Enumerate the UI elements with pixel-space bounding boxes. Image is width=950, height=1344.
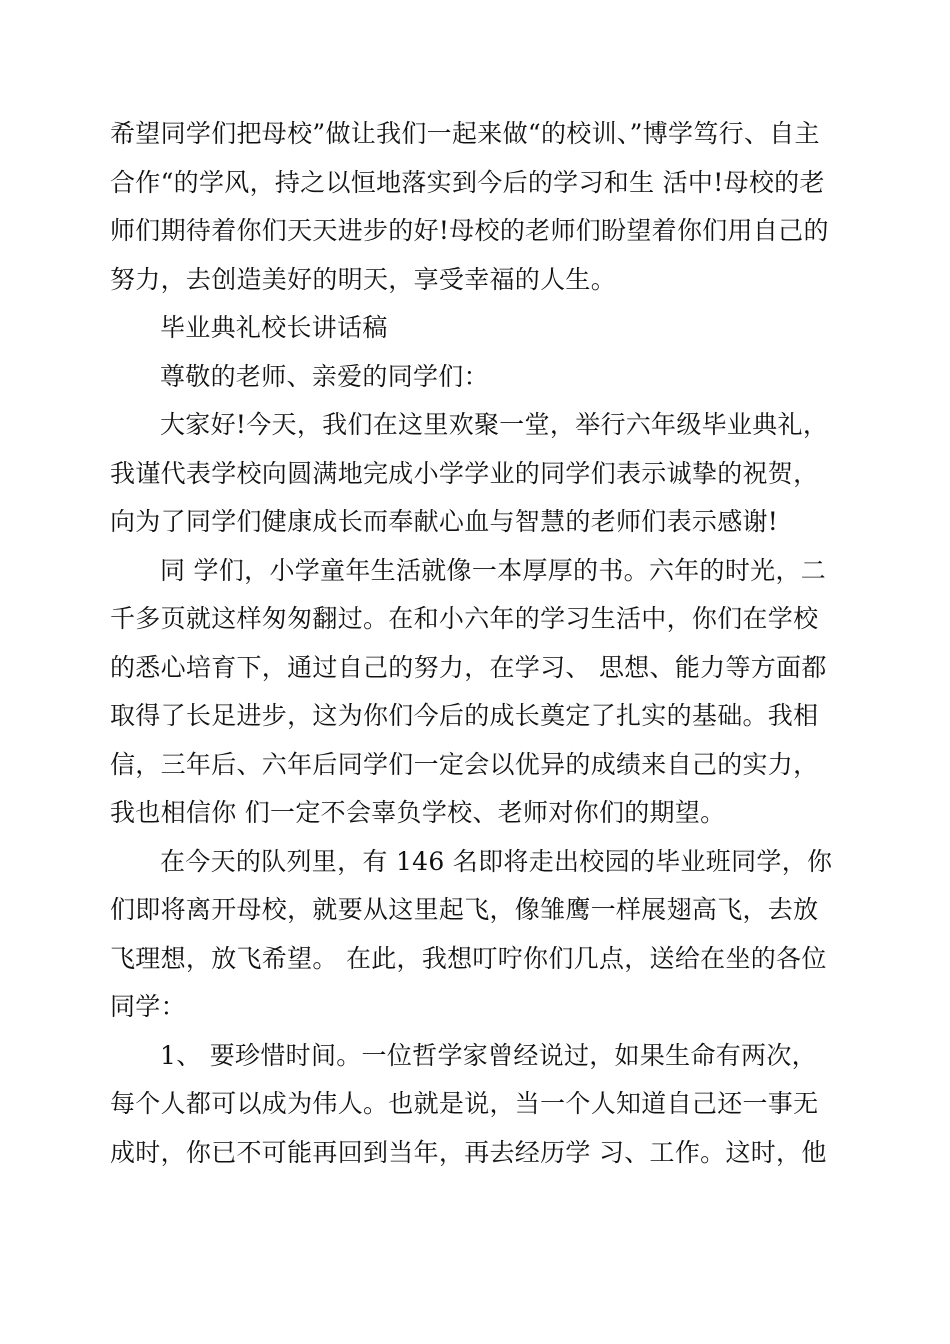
document-body	[110, 110, 838, 1177]
paragraph-childhood: 同 学们，小学童年生活就像一本厚厚的书。六年的时光，二千多页就这样匆匆翻过。在和小六年的学习生活中，你们在学校的悉心培育下，通过自己的努力，在学习、 思想、能力等方面都取得了长足进步，这为你们今后的成长奠定了扎实的基础。我相信，三年后、六年后同学们一定会以优异的成绩来自己的实力，我也相信你 们一定不会辜负学校、老师对你们的期望。	[110, 555, 827, 827]
paragraph-advice-time: 1、 要珍惜时间。一位哲学家曾经说过，如果生命有两次，每个人都可以成为伟人。也就是说，当一个人知道自己还一事无成时，你已不可能再回到当年，再去经历学 习、工作。这时，他	[110, 1040, 827, 1167]
paragraph-closing-wishes: 希望同学们把母校”做让我们一起来做“的校训、”博学笃行、自主合作“的学风，持之以恒地落实到今后的学习和生 活中!母校的老师们期待着你们天天进步的好!母校的老师们盼望着你们用自己的努力，去创造美好的明天，享受幸福的人生。	[110, 119, 829, 294]
speech-salutation: 尊敬的老师、亲爱的同学们：	[160, 361, 489, 391]
paragraph-greeting: 大家好!今天，我们在这里欢聚一堂，举行六年级毕业典礼，我谨代表学校向圆满地完成小学学业的同学们表示诚挚的祝贺，向为了同学们健康成长而奉献心血与智慧的老师们表示感谢!	[110, 410, 829, 536]
paragraph-graduates: 在今天的队列里，有 146 名即将走出校园的毕业班同学，你们即将离开母校，就要从这里起飞，像雏鹰一样展翅高飞，去放飞理想，放飞希望。 在此，我想叮咛你们几点，送给在坐的各位同学：	[110, 846, 833, 1021]
speech-title: 毕业典礼校长讲话稿	[160, 313, 388, 342]
